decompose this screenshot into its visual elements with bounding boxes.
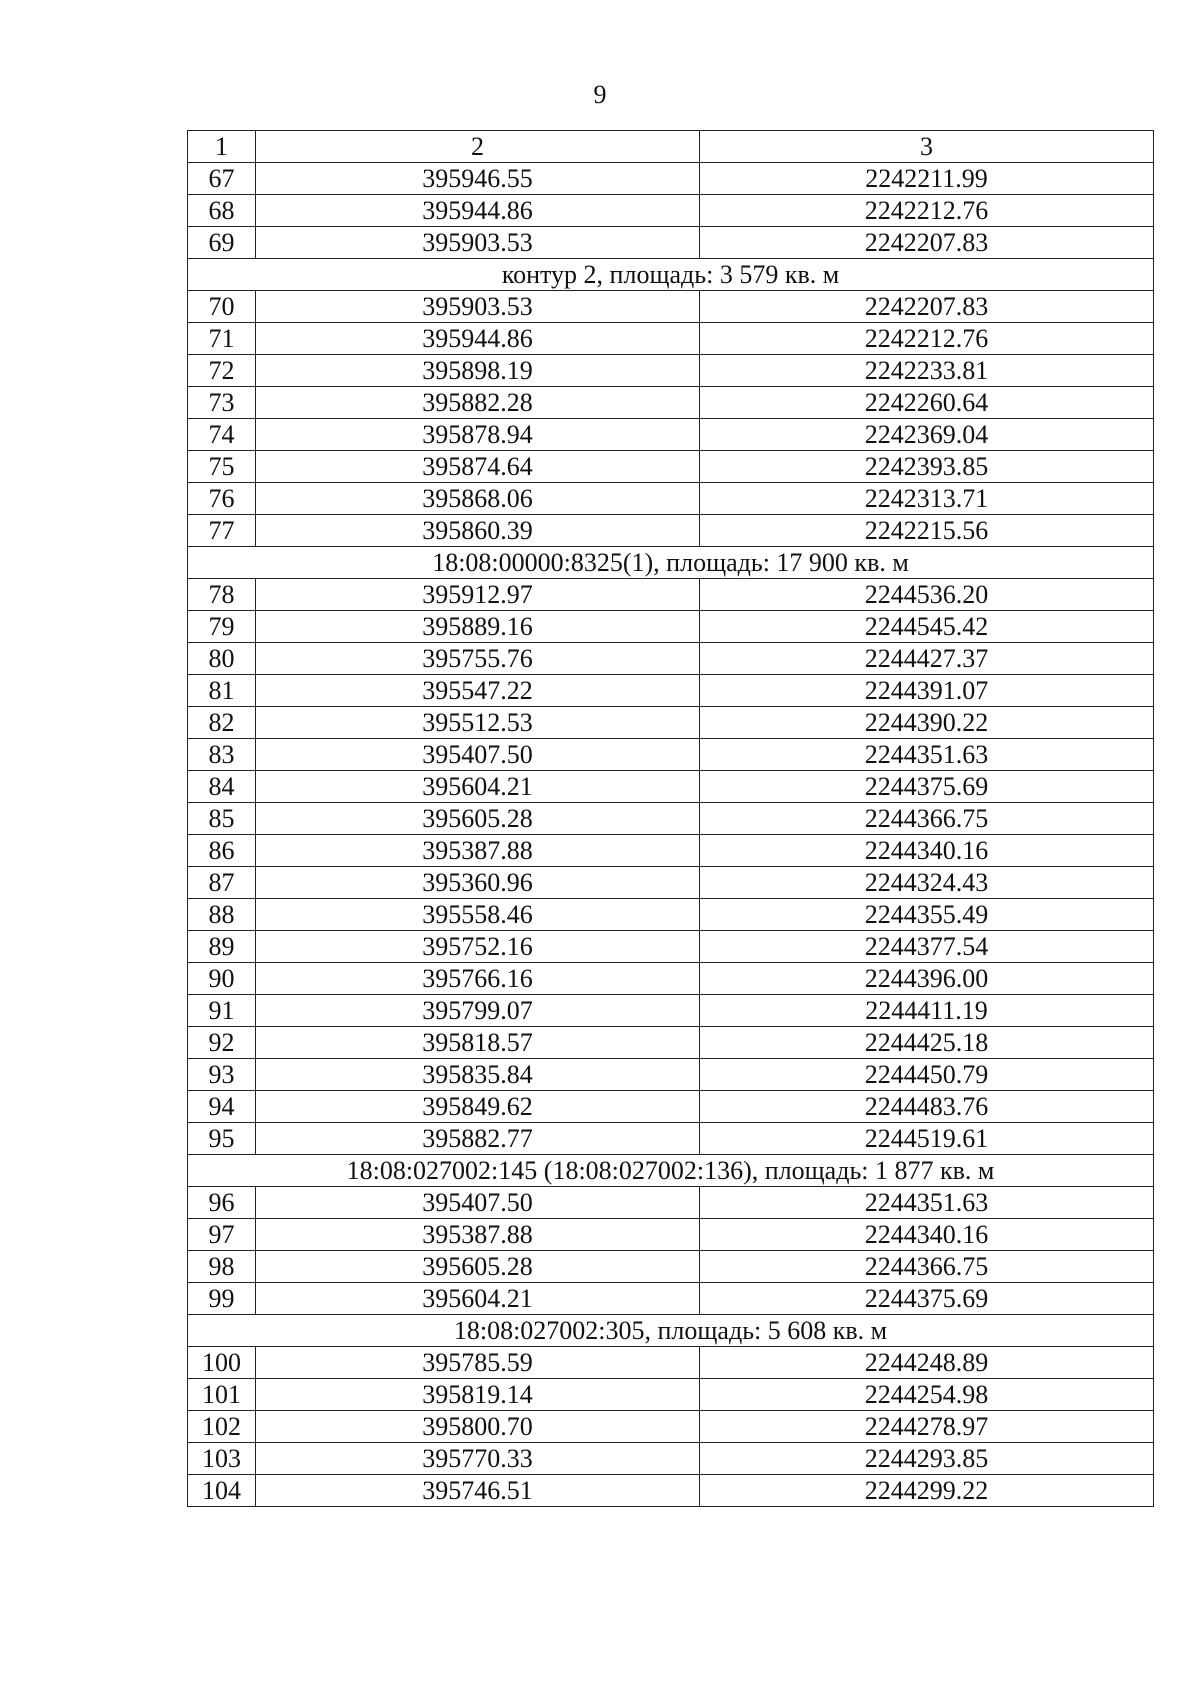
table-row (188, 963, 1154, 995)
table-row (188, 483, 1154, 515)
point-number-cell: 80 (188, 643, 256, 675)
section-row (188, 1155, 1154, 1187)
point-number-cell: 99 (188, 1283, 256, 1315)
x-coordinate-cell: 395604.21 (256, 1283, 700, 1315)
point-number-cell: 75 (188, 451, 256, 483)
x-coordinate-cell: 395800.70 (256, 1411, 700, 1443)
table-row (188, 867, 1154, 899)
x-coordinate-cell: 395605.28 (256, 1251, 700, 1283)
table-row (188, 579, 1154, 611)
x-coordinate-cell: 395752.16 (256, 931, 700, 963)
x-coordinate-cell: 395818.57 (256, 1027, 700, 1059)
table-row (188, 1443, 1154, 1475)
table-row (188, 835, 1154, 867)
x-coordinate-cell: 395944.86 (256, 323, 700, 355)
x-coordinate-cell: 395868.06 (256, 483, 700, 515)
y-coordinate-cell: 2244427.37 (700, 643, 1154, 675)
point-number-cell: 83 (188, 739, 256, 771)
table-row (188, 995, 1154, 1027)
point-number-cell: 87 (188, 867, 256, 899)
x-coordinate-cell: 395849.62 (256, 1091, 700, 1123)
x-coordinate-cell: 395878.94 (256, 419, 700, 451)
table-row (188, 1347, 1154, 1379)
table-row (188, 195, 1154, 227)
y-coordinate-cell: 2242369.04 (700, 419, 1154, 451)
y-coordinate-cell: 2242260.64 (700, 387, 1154, 419)
point-number-cell: 94 (188, 1091, 256, 1123)
y-coordinate-cell: 2244340.16 (700, 1219, 1154, 1251)
x-coordinate-cell: 395819.14 (256, 1379, 700, 1411)
point-number-cell: 70 (188, 291, 256, 323)
point-number-cell: 96 (188, 1187, 256, 1219)
coordinates-table-body (188, 131, 1154, 1507)
x-coordinate-cell: 395605.28 (256, 803, 700, 835)
x-coordinate-cell: 395512.53 (256, 707, 700, 739)
point-number-cell: 97 (188, 1219, 256, 1251)
y-coordinate-cell: 2244351.63 (700, 1187, 1154, 1219)
x-coordinate-cell: 395360.96 (256, 867, 700, 899)
y-coordinate-cell: 2242215.56 (700, 515, 1154, 547)
y-coordinate-cell: 2242212.76 (700, 195, 1154, 227)
x-coordinate-cell: 395903.53 (256, 227, 700, 259)
point-number-cell: 95 (188, 1123, 256, 1155)
x-coordinate-cell: 395746.51 (256, 1475, 700, 1507)
y-coordinate-cell: 2244483.76 (700, 1091, 1154, 1123)
x-coordinate-cell: 395874.64 (256, 451, 700, 483)
table-row (188, 323, 1154, 355)
coordinates-table (187, 130, 1154, 1507)
point-number-cell: 85 (188, 803, 256, 835)
x-coordinate-cell: 395387.88 (256, 835, 700, 867)
table-row (188, 1027, 1154, 1059)
column-header-y: 3 (700, 131, 1154, 163)
point-number-cell: 102 (188, 1411, 256, 1443)
point-number-cell: 101 (188, 1379, 256, 1411)
point-number-cell: 69 (188, 227, 256, 259)
column-header-number: 1 (188, 131, 256, 163)
table-row (188, 1411, 1154, 1443)
y-coordinate-cell: 2244299.22 (700, 1475, 1154, 1507)
table-row (188, 1379, 1154, 1411)
point-number-cell: 104 (188, 1475, 256, 1507)
point-number-cell: 98 (188, 1251, 256, 1283)
y-coordinate-cell: 2244355.49 (700, 899, 1154, 931)
point-number-cell: 73 (188, 387, 256, 419)
x-coordinate-cell: 395755.76 (256, 643, 700, 675)
table-row (188, 1283, 1154, 1315)
x-coordinate-cell: 395604.21 (256, 771, 700, 803)
y-coordinate-cell: 2244450.79 (700, 1059, 1154, 1091)
table-row (188, 387, 1154, 419)
point-number-cell: 68 (188, 195, 256, 227)
section-title: 18:08:027002:305, площадь: 5 608 кв. м (188, 1315, 1154, 1347)
point-number-cell: 74 (188, 419, 256, 451)
point-number-cell: 81 (188, 675, 256, 707)
table-row (188, 899, 1154, 931)
y-coordinate-cell: 2244375.69 (700, 1283, 1154, 1315)
table-header-row (188, 131, 1154, 163)
y-coordinate-cell: 2244536.20 (700, 579, 1154, 611)
point-number-cell: 67 (188, 163, 256, 195)
table-row (188, 1475, 1154, 1507)
column-header-x: 2 (256, 131, 700, 163)
point-number-cell: 100 (188, 1347, 256, 1379)
x-coordinate-cell: 395912.97 (256, 579, 700, 611)
point-number-cell: 77 (188, 515, 256, 547)
section-title: 18:08:00000:8325(1), площадь: 17 900 кв. м (188, 547, 1154, 579)
table-row (188, 707, 1154, 739)
x-coordinate-cell: 395860.39 (256, 515, 700, 547)
point-number-cell: 72 (188, 355, 256, 387)
table-row (188, 451, 1154, 483)
point-number-cell: 71 (188, 323, 256, 355)
point-number-cell: 92 (188, 1027, 256, 1059)
y-coordinate-cell: 2242207.83 (700, 227, 1154, 259)
table-row (188, 611, 1154, 643)
x-coordinate-cell: 395387.88 (256, 1219, 700, 1251)
table-row (188, 739, 1154, 771)
section-row (188, 259, 1154, 291)
table-row (188, 675, 1154, 707)
x-coordinate-cell: 395882.28 (256, 387, 700, 419)
point-number-cell: 86 (188, 835, 256, 867)
point-number-cell: 78 (188, 579, 256, 611)
y-coordinate-cell: 2244278.97 (700, 1411, 1154, 1443)
y-coordinate-cell: 2244377.54 (700, 931, 1154, 963)
table-row (188, 803, 1154, 835)
y-coordinate-cell: 2244248.89 (700, 1347, 1154, 1379)
y-coordinate-cell: 2244351.63 (700, 739, 1154, 771)
point-number-cell: 88 (188, 899, 256, 931)
x-coordinate-cell: 395770.33 (256, 1443, 700, 1475)
point-number-cell: 93 (188, 1059, 256, 1091)
point-number-cell: 103 (188, 1443, 256, 1475)
x-coordinate-cell: 395882.77 (256, 1123, 700, 1155)
y-coordinate-cell: 2244519.61 (700, 1123, 1154, 1155)
y-coordinate-cell: 2244375.69 (700, 771, 1154, 803)
x-coordinate-cell: 395903.53 (256, 291, 700, 323)
x-coordinate-cell: 395407.50 (256, 1187, 700, 1219)
point-number-cell: 89 (188, 931, 256, 963)
page-number: 9 (593, 80, 607, 109)
table-row (188, 1251, 1154, 1283)
table-row (188, 1091, 1154, 1123)
y-coordinate-cell: 2244545.42 (700, 611, 1154, 643)
y-coordinate-cell: 2244425.18 (700, 1027, 1154, 1059)
y-coordinate-cell: 2242233.81 (700, 355, 1154, 387)
y-coordinate-cell: 2244396.00 (700, 963, 1154, 995)
section-row (188, 547, 1154, 579)
y-coordinate-cell: 2242313.71 (700, 483, 1154, 515)
y-coordinate-cell: 2242212.76 (700, 323, 1154, 355)
y-coordinate-cell: 2244366.75 (700, 803, 1154, 835)
y-coordinate-cell: 2244390.22 (700, 707, 1154, 739)
y-coordinate-cell: 2242211.99 (700, 163, 1154, 195)
x-coordinate-cell: 395766.16 (256, 963, 700, 995)
y-coordinate-cell: 2242393.85 (700, 451, 1154, 483)
x-coordinate-cell: 395785.59 (256, 1347, 700, 1379)
table-row (188, 1219, 1154, 1251)
table-row (188, 419, 1154, 451)
table-row (188, 515, 1154, 547)
point-number-cell: 82 (188, 707, 256, 739)
table-row (188, 931, 1154, 963)
y-coordinate-cell: 2244324.43 (700, 867, 1154, 899)
table-row (188, 643, 1154, 675)
x-coordinate-cell: 395898.19 (256, 355, 700, 387)
table-row (188, 1187, 1154, 1219)
section-title: контур 2, площадь: 3 579 кв. м (188, 259, 1154, 291)
y-coordinate-cell: 2244340.16 (700, 835, 1154, 867)
x-coordinate-cell: 395799.07 (256, 995, 700, 1027)
table-row (188, 355, 1154, 387)
point-number-cell: 84 (188, 771, 256, 803)
y-coordinate-cell: 2244391.07 (700, 675, 1154, 707)
x-coordinate-cell: 395946.55 (256, 163, 700, 195)
x-coordinate-cell: 395889.16 (256, 611, 700, 643)
x-coordinate-cell: 395558.46 (256, 899, 700, 931)
point-number-cell: 79 (188, 611, 256, 643)
x-coordinate-cell: 395835.84 (256, 1059, 700, 1091)
table-row (188, 1059, 1154, 1091)
section-title: 18:08:027002:145 (18:08:027002:136), площадь: 1 877 кв. м (188, 1155, 1154, 1187)
x-coordinate-cell: 395407.50 (256, 739, 700, 771)
x-coordinate-cell: 395547.22 (256, 675, 700, 707)
point-number-cell: 91 (188, 995, 256, 1027)
y-coordinate-cell: 2242207.83 (700, 291, 1154, 323)
table-row (188, 227, 1154, 259)
x-coordinate-cell: 395944.86 (256, 195, 700, 227)
point-number-cell: 76 (188, 483, 256, 515)
y-coordinate-cell: 2244411.19 (700, 995, 1154, 1027)
table-row (188, 291, 1154, 323)
y-coordinate-cell: 2244254.98 (700, 1379, 1154, 1411)
point-number-cell: 90 (188, 963, 256, 995)
table-row (188, 1123, 1154, 1155)
y-coordinate-cell: 2244293.85 (700, 1443, 1154, 1475)
section-row (188, 1315, 1154, 1347)
table-row (188, 771, 1154, 803)
y-coordinate-cell: 2244366.75 (700, 1251, 1154, 1283)
table-row (188, 163, 1154, 195)
